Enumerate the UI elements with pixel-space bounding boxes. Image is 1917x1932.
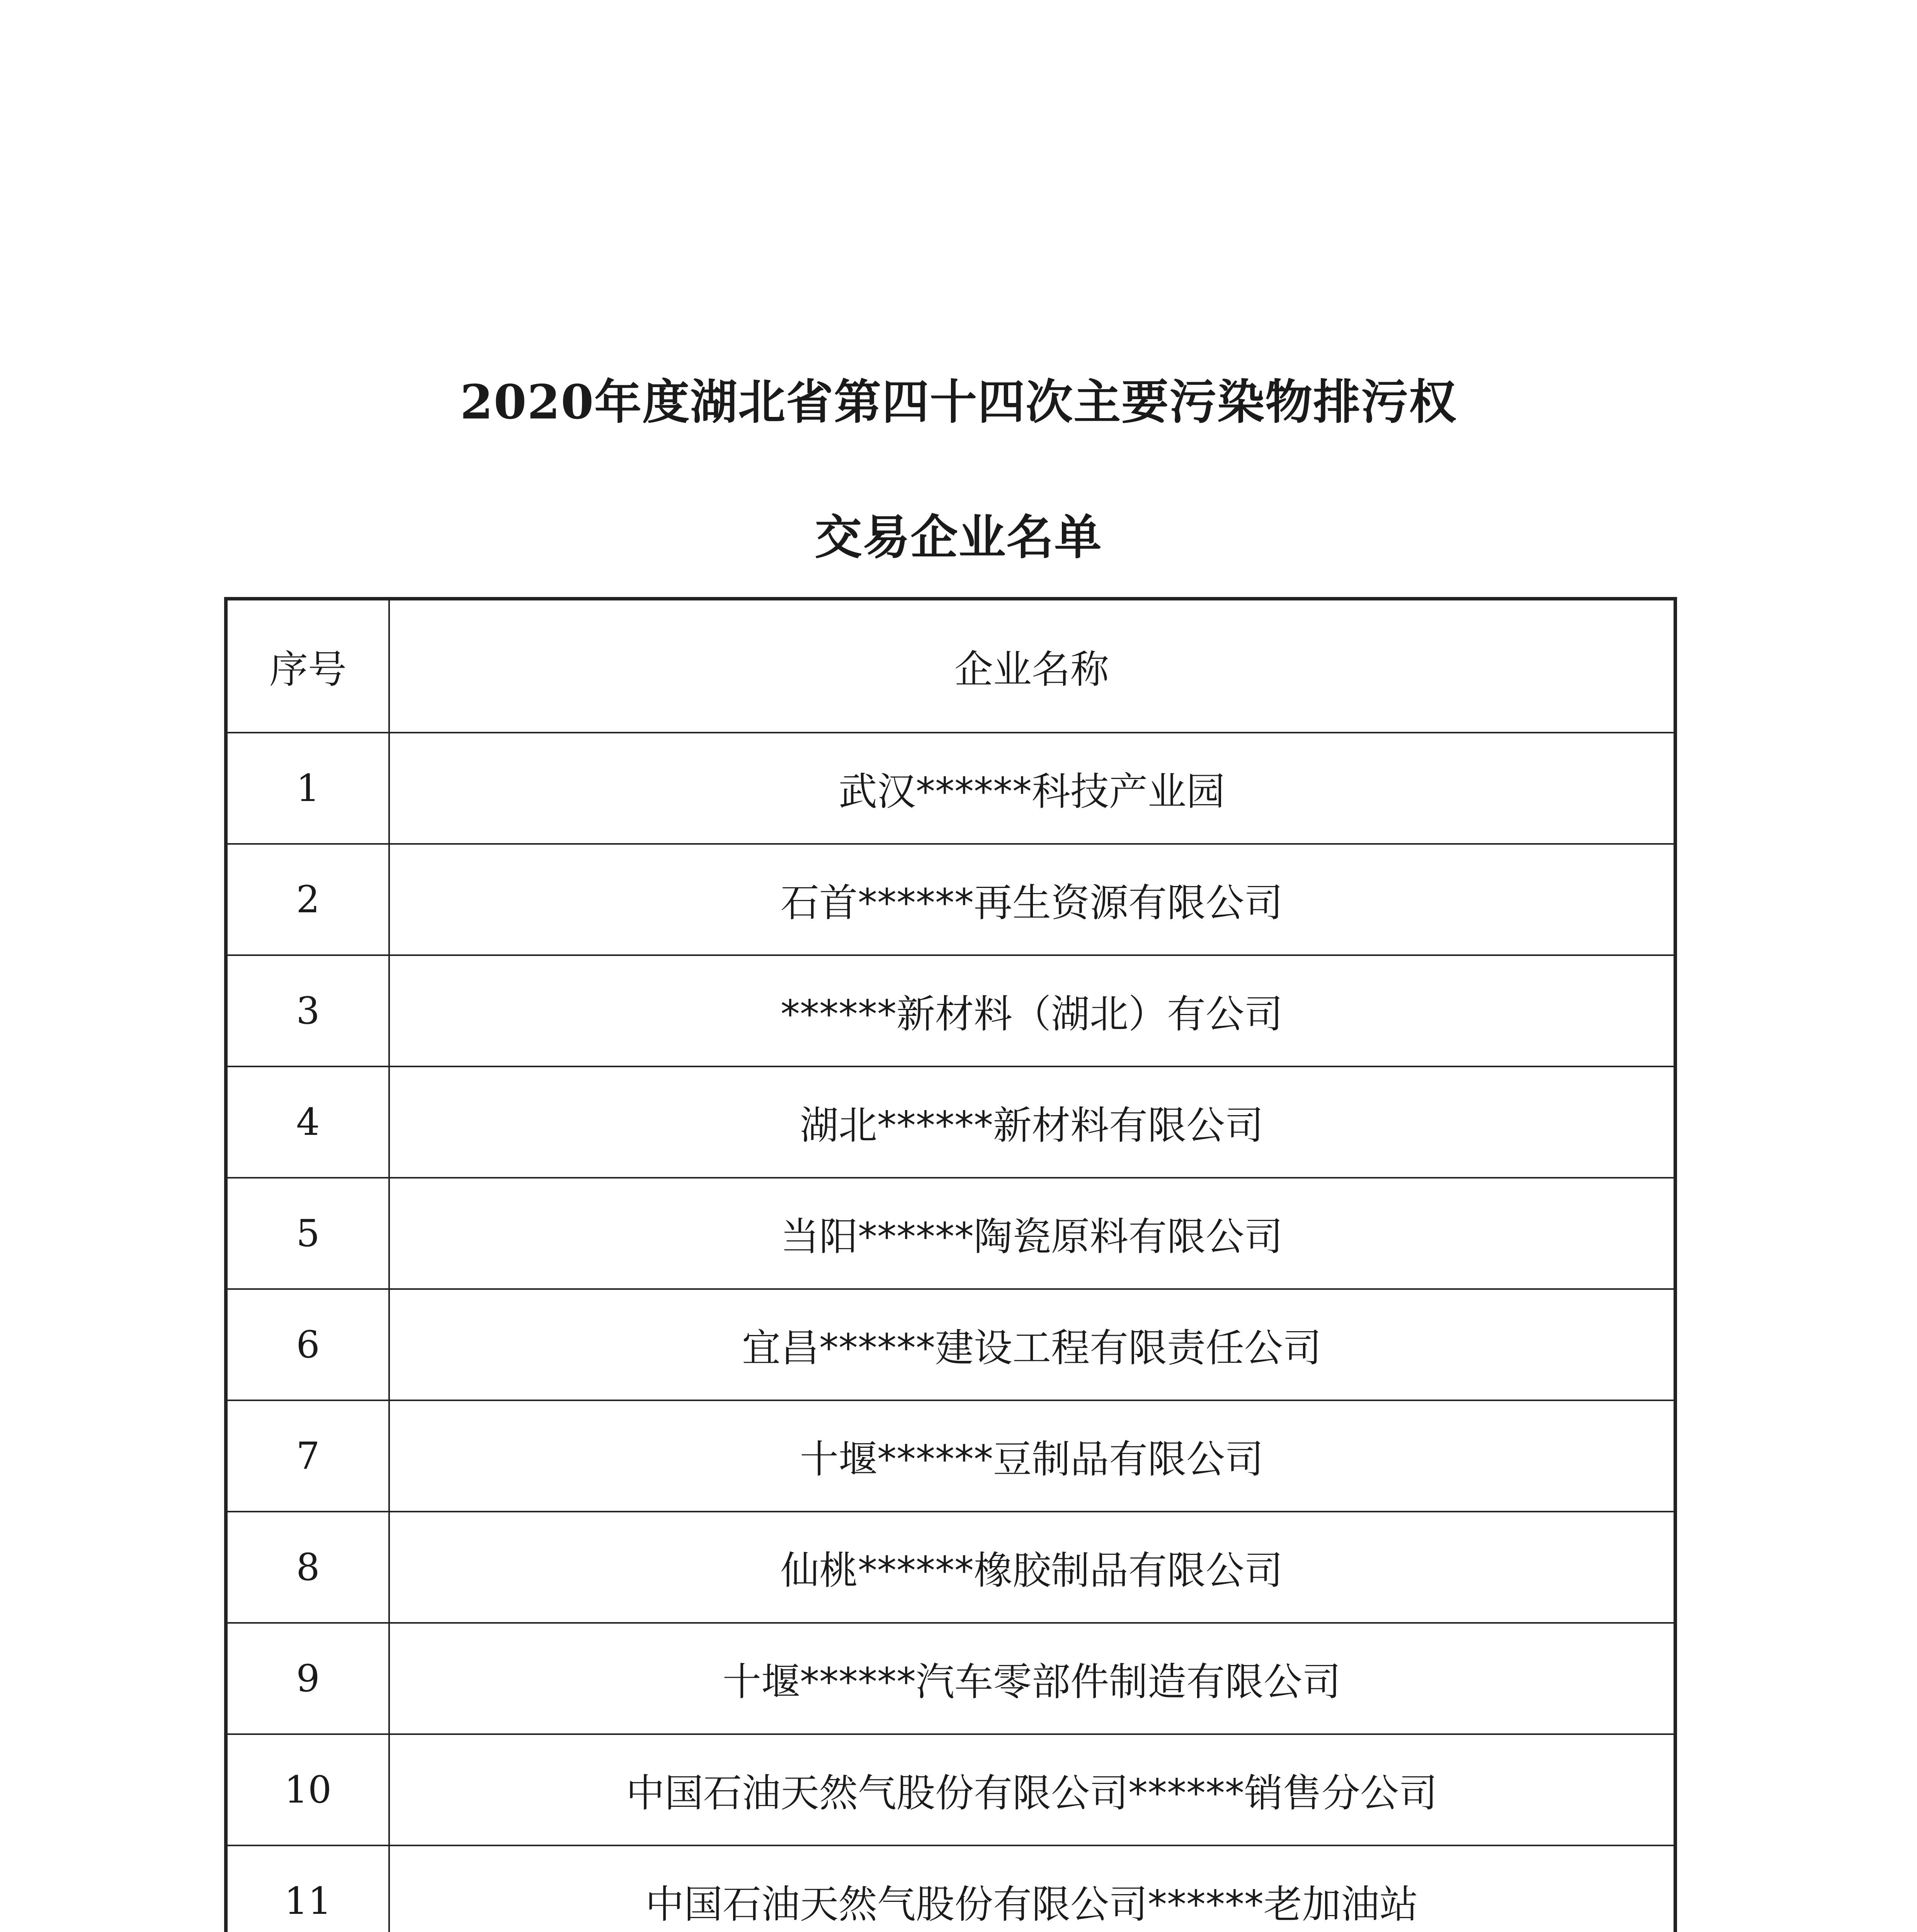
- enterprise-name: 十堰******汽车零部件制造有限公司: [389, 1623, 1674, 1734]
- table-row: [227, 844, 1674, 955]
- enterprise-name: 中国石油天然气股份有限公司******销售分公司: [389, 1734, 1674, 1845]
- row-number: 7: [227, 1400, 389, 1512]
- table-row: [227, 1178, 1674, 1289]
- row-number: 3: [227, 955, 389, 1066]
- table-row: [227, 1512, 1674, 1623]
- table-row: [227, 1845, 1674, 1932]
- table-header-row: [227, 600, 1674, 733]
- enterprise-name: 石首******再生资源有限公司: [389, 844, 1674, 955]
- row-number: 8: [227, 1512, 389, 1623]
- row-number: 11: [227, 1845, 389, 1932]
- enterprise-name: ******新材料（湖北）有公司: [389, 955, 1674, 1066]
- document-title-line-2: 交易企业名单: [815, 509, 1102, 565]
- enterprise-name: 武汉******科技产业园: [389, 733, 1674, 844]
- table-row: [227, 1066, 1674, 1178]
- table-row: [227, 955, 1674, 1066]
- row-number: 9: [227, 1623, 389, 1734]
- enterprise-name: 当阳******陶瓷原料有限公司: [389, 1178, 1674, 1289]
- enterprise-name: 湖北******新材料有限公司: [389, 1066, 1674, 1178]
- table-row: [227, 1400, 1674, 1512]
- column-header-no: 序号: [227, 600, 389, 733]
- table-row: [227, 733, 1674, 844]
- document-title-line-1: 2020年度湖北省第四十四次主要污染物排污权: [460, 374, 1457, 430]
- enterprise-name: 十堰******豆制品有限公司: [389, 1400, 1674, 1512]
- row-number: 10: [227, 1734, 389, 1845]
- row-number: 4: [227, 1066, 389, 1178]
- row-number: 1: [227, 733, 389, 844]
- enterprise-name: 仙桃******橡胶制品有限公司: [389, 1512, 1674, 1623]
- column-header-name: 企业名称: [389, 600, 1674, 733]
- table-row: [227, 1289, 1674, 1400]
- row-number: 6: [227, 1289, 389, 1400]
- row-number: 5: [227, 1178, 389, 1289]
- row-number: 2: [227, 844, 389, 955]
- enterprise-name: 中国石油天然气股份有限公司******老加油站: [389, 1845, 1674, 1932]
- table-row: [227, 1623, 1674, 1734]
- enterprise-name: 宜昌******建设工程有限责任公司: [389, 1289, 1674, 1400]
- enterprise-table: [224, 597, 1677, 1932]
- table-row: [227, 1734, 1674, 1845]
